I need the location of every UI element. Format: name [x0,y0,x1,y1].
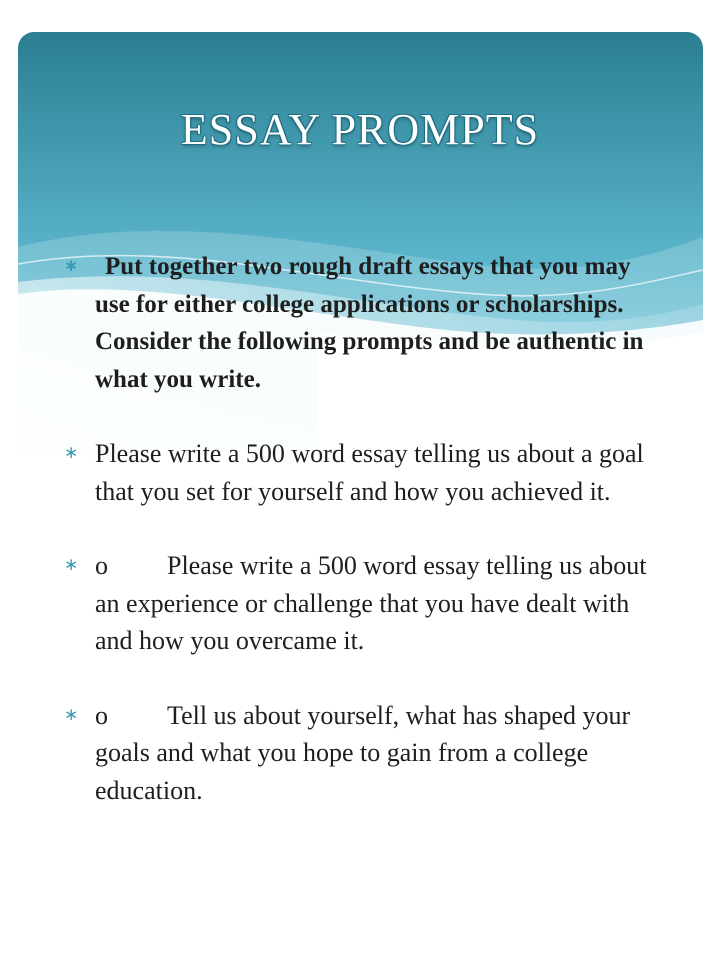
bullet-item-prompt-challenge [0,547,720,660]
bullet-text: Tell us about yourself, what has shaped your goals and what you hope to gain from a college education. [95,700,631,805]
bullet-item-prompt-goal [0,435,720,510]
sub-bullet-marker: o [95,551,108,580]
sub-bullet-marker: o [95,700,108,730]
bullet-text: Put together two rough draft essays that you may use for either college applications or scholarships. Consider the following prompts and be authentic in what you write. [95,253,644,393]
asterisk-icon: ∗ [64,555,79,575]
bullet-item-intro [0,248,720,398]
bullet-list [0,248,720,846]
asterisk-icon: ∗ [64,443,79,463]
asterisk-icon: ∗ [64,704,79,725]
bullet-text: Please write a 500 word essay telling us about an experience or challenge that you have dealt with and how you overcame it. [95,551,647,655]
bullet-item-prompt-yourself [0,697,720,810]
slide-title: ESSAY PROMPTS [180,105,540,154]
asterisk-icon: ∗ [64,256,79,276]
bullet-text: Please write a 500 word essay telling us about a goal that you set for yourself and how you achieved it. [95,439,644,506]
